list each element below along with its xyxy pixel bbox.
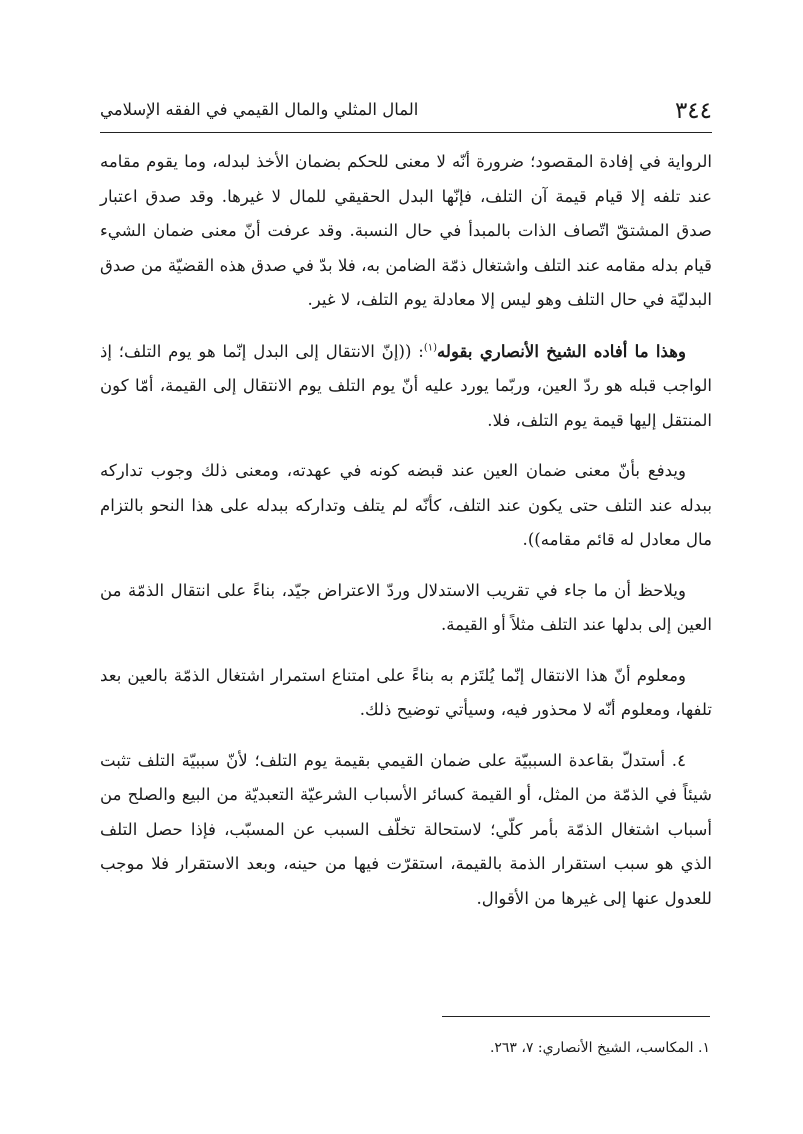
- footnote: ١. المكاسب، الشيخ الأنصاري: ٧، ٢٦٣.: [489, 1040, 710, 1056]
- paragraph: ٤. أستدلّ بقاعدة السببيّة على ضمان القيمي بقيمة يوم التلف؛ لأنّ سببيّة التلف تثبت شيئاً في الذمّة من المثل، أو القيمة كسائر الأسباب الشرعيّة التعبديّة من البيع والصلح من أسباب اشتغال الذمّة بأمر كلّي؛ لاستحالة تخلّف السبب عن المسبّب، فإذا حصل التلف الذي هو سبب استقرار الذمة بالقيمة، استقرّت فيها من حينه، وبعد الاستقرار فلا موجب للعدول عنها إلى غيرها من الأقوال.: [100, 750, 712, 908]
- paragraph: ويدفع بأنّ معنى ضمان العين عند قبضه كونه في عهدته، ومعنى ذلك وجوب تداركه ببدله عند التلف حتى يكون عند التلف، كأنّه لم يتلف وتداركه ببدله على هذا النحو بالتزام مال معادل له قائم مقامه)).: [100, 461, 712, 549]
- paragraph: الرواية في إفادة المقصود؛ ضرورة أنّه لا معنى للحكم بضمان الأخذ لبدله، وما يقوم مقامه عند تلفه إلا قيام قيمة آن التلف، فإنّها البدل الحقيقي للمال لا غيرها. وقد صدق اعتبار صدق المشتقّ اتّصاف الذات بالمبدأ في حال النسبة. وقد عرفت أنّ معنى ضمان الشيء قيام بدله مقامه عند التلف واشتغال ذمّة الضامن به، فلا بدّ في صدق هذه القضيّة من صدق البدليّة في حال التلف وهو ليس إلا معادلة يوم التلف، لا غير.: [100, 152, 712, 309]
- main-text: [100, 145, 712, 916]
- footnote-ref[interactable]: (١): [423, 341, 437, 353]
- running-title: المال المثلي والمال القيمي في الفقه الإسلامي: [100, 100, 419, 119]
- running-header: [100, 96, 712, 133]
- paragraph: ومعلوم أنّ هذا الانتقال إنّما يُلتَزم به بناءً على امتناع استمرار اشتغال الذمّة بالعين بعد تلفها، ومعلوم أنّه لا محذور فيه، وسيأتي توضيح ذلك.: [100, 665, 712, 719]
- page-number: ٣٤٤: [674, 98, 712, 124]
- paragraph: ويلاحظ أن ما جاء في تقريب الاستدلال وردّ الاعتراض جيّد، بناءً على انتقال الذمّة من العين إلى بدلها عند التلف مثلاً أو القيمة.: [100, 580, 712, 634]
- quote-text: : ((إنّ الانتقال إلى البدل إنّما هو يوم التلف؛ إذ الواجب قبله هو ردّ العين، وربّما يورد عليه أنّ يوم التلف يوم الانتقال إلى القيمة، أمّا كون المنتقل إليها قيمة يوم التلف، فلا.: [100, 341, 712, 430]
- footnote-divider: [442, 1016, 710, 1017]
- bold-lead-in: وهذا ما أفاده الشيخ الأنصاري بقوله: [437, 340, 686, 361]
- paragraph-quote: [100, 334, 712, 439]
